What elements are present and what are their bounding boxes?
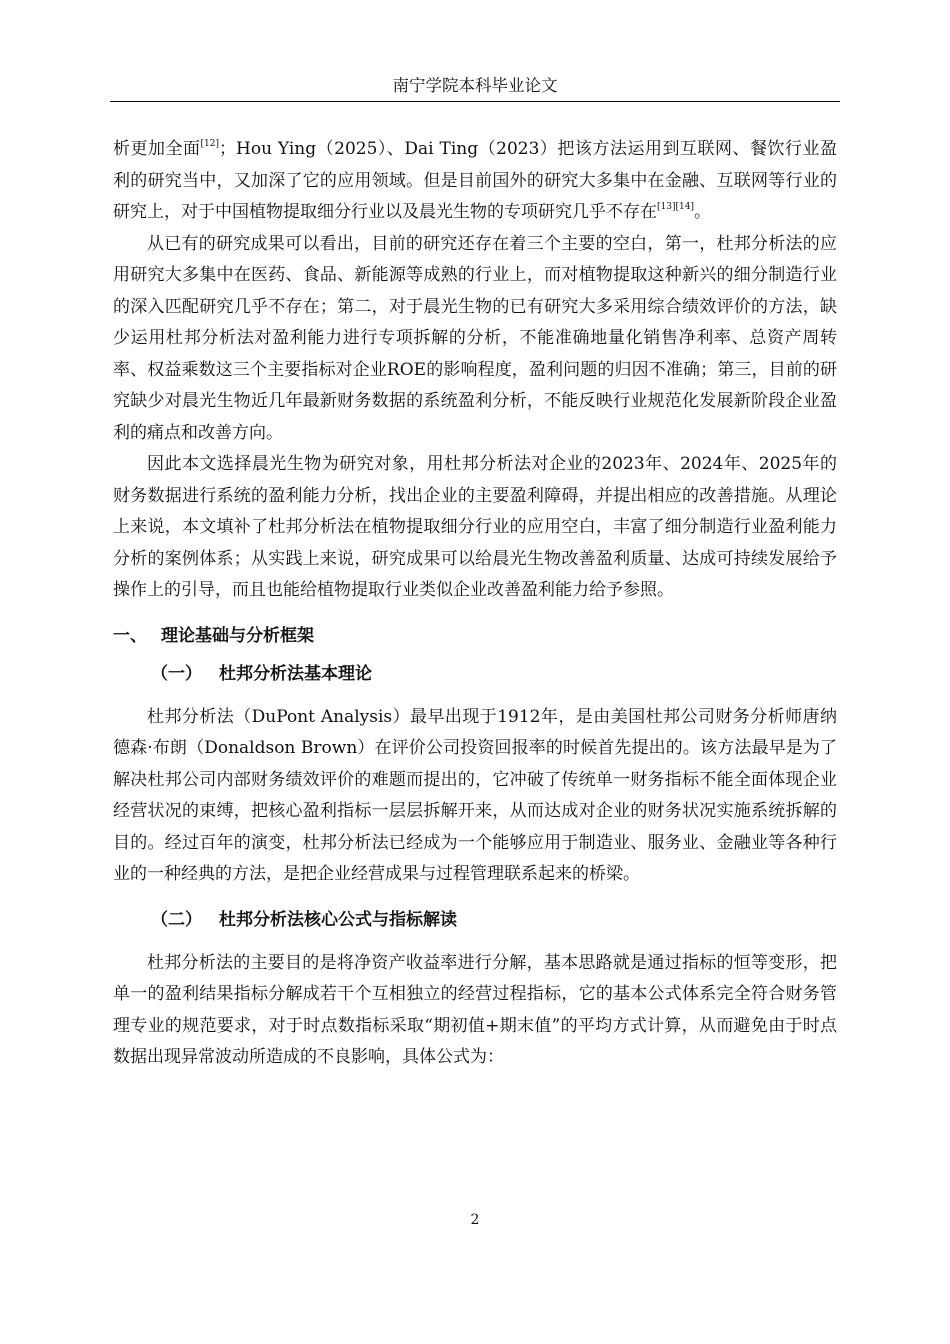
paragraph-text: 析更加全面: [113, 139, 201, 159]
paragraph-text: 。: [693, 202, 711, 222]
section-heading: [113, 626, 837, 646]
section-title: 理论基础与分析框架: [161, 625, 314, 646]
paragraph-dupont-formula: 杜邦分析法的主要目的是将净资产收益率进行分解，基本思路就是通过指标的恒等变形，把单一的盈利结果指标分解成若干个互相独立的经营过程指标，它的基本公式体系完全符合财务管理专业的规范要求，对于时点数指标采取“期初值+期末值”的平均方式计算，从而避免由于时点数据出现异常波动所造成的不良影响，具体公式为：: [113, 952, 837, 1067]
paragraph-literature-continued: [113, 134, 837, 229]
subsection-heading: [113, 910, 837, 930]
citation-ref: [12]: [200, 139, 220, 149]
subsection-number: （二）: [151, 909, 202, 930]
paragraph-research-significance: 因此本文选择晨光生物为研究对象，用杜邦分析法对企业的2023年、2024年、2025年的财务数据进行系统的盈利能力分析，找出企业的主要盈利障碍，并提出相应的改善措施。从理论上来说，本文填补了杜邦分析法在植物提取细分行业的应用空白，丰富了细分制造行业盈利能力分析的案例体系；从实践上来说，研究成果可以给晨光生物改善盈利质量、达成可持续发展给予操作上的引导，而且也能给植物提取行业类似企业改善盈利能力给予参照。: [113, 454, 837, 600]
page-number: 2: [470, 1212, 480, 1228]
subsection-title: 杜邦分析法核心公式与指标解读: [219, 909, 457, 930]
paragraph-dupont-theory: 杜邦分析法（DuPont Analysis）最早出现于1912年，是由美国杜邦公司财务分析师唐纳德森·布朗（Donaldson Brown）在评价公司投资回报率的时候首先提出的。该方法最早是为了解决杜邦公司内部财务绩效评价的难题而提出的，它冲破了传统单一财务指标不能全面体现企业经营状况的束缚，把核心盈利指标一层层拆解开来，从而达成对企业的财务状况实施系统拆解的目的。经过百年的演变，杜邦分析法已经成为一个能够应用于制造业、服务业、金融业等各种行业的一种经典的方法，是把企业经营成果与过程管理联系起来的桥梁。: [113, 706, 837, 884]
subsection-title: 杜邦分析法基本理论: [219, 663, 372, 684]
section-number: 一、: [113, 625, 147, 646]
subsection-number: （一）: [151, 663, 202, 684]
citation-ref: [13][14]: [657, 202, 694, 212]
header-rule: [110, 101, 840, 102]
running-header: 南宁学院本科毕业论文: [392, 76, 558, 95]
paragraph-research-gaps: 从已有的研究成果可以看出，目前的研究还存在着三个主要的空白，第一，杜邦分析法的应用研究大多集中在医药、食品、新能源等成熟的行业上，而对植物提取这种新兴的细分制造行业的深入匹配研究几乎不存在；第二，对于晨光生物的已有研究大多采用综合绩效评价的方法，缺少运用杜邦分析法对盈利能力进行专项拆解的分析，不能准确地量化销售净利率、总资产周转率、权益乘数这三个主要指标对企业ROE的影响程度，盈利问题的归因不准确；第三，目前的研究缺少对晨光生物近几年最新财务数据的系统盈利分析，不能反映行业规范化发展新阶段企业盈利的痛点和改善方向。: [113, 233, 837, 443]
subsection-heading: [113, 664, 837, 684]
body-text: [113, 134, 837, 1074]
paragraph-text: ；Hou Ying（2025）、Dai Ting（2023）把该方法运用到互联网、餐饮行业盈利的研究当中，又加深了它的应用领域。但是目前国外的研究大多集中在金融、互联网等行业的研究上，对于中国植物提取细分行业以及晨光生物的专项研究几乎不存在: [113, 139, 838, 222]
